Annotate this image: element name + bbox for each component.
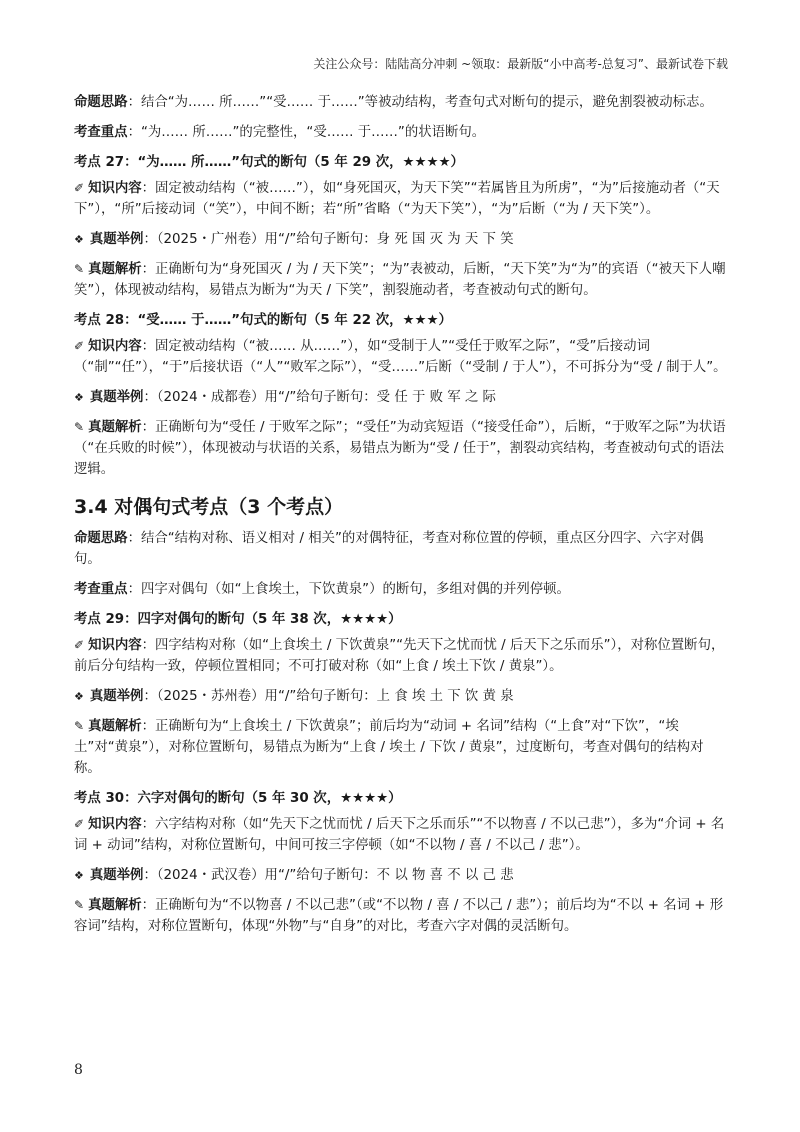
label-example: 真题举例 xyxy=(89,232,144,247)
diamond-bullet-icon: ❖ xyxy=(74,391,84,404)
kp28-analysis xyxy=(74,417,730,480)
focus-text-1: ：“为…… 所……”的完整性，“受…… 于……”的状语断句。 xyxy=(127,125,486,140)
page-number: 8 xyxy=(74,1062,83,1078)
kp30-example xyxy=(74,865,730,886)
pen-nib-icon: ✎ xyxy=(74,420,85,434)
kp27-analysis-text: ：正确断句为“身死国灭 / 为 / 天下笑”；“为”表被动，后断，“天下笑”为“为”的宾语（“被天下人嘲笑”），体现被动结构，易错点为断为“为天 / 下笑”，割裂施动者，考查被动句式的断句。 xyxy=(74,262,726,298)
diamond-bullet-icon: ❖ xyxy=(74,233,84,246)
pencil-icon: ✐ xyxy=(74,817,85,831)
kp28-knowledge xyxy=(74,336,730,378)
label-example: 真题举例 xyxy=(89,390,144,405)
pencil-icon: ✐ xyxy=(74,181,85,195)
kp28-title: 考点 28：“受…… 于……”句式的断句（5 年 22 次，★★★） xyxy=(74,313,452,328)
kp30-knowledge-text: ：六字结构对称（如“先天下之忧而忧 / 后天下之乐而乐”“不以物喜 / 不以己悲”），多为“介词 + 名词 + 动词”结构，对称位置断句，中间可按三字停顿（如“不以物 / 喜 / 不以己 / 悲”）。 xyxy=(74,817,725,853)
label-knowledge: 知识内容 xyxy=(88,181,142,196)
kp27-example xyxy=(74,229,730,250)
kp27-knowledge xyxy=(74,178,730,220)
label-example: 真题举例 xyxy=(89,868,144,883)
label-analysis: 真题解析 xyxy=(88,898,142,913)
page-content xyxy=(74,92,730,946)
kp29-example-text: ：（2025・苏州卷）用“/”给句子断句：上 食 埃 土 下 饮 黄 泉 xyxy=(143,689,514,704)
kp30-example-text: ：（2024・武汉卷）用“/”给句子断句：不 以 物 喜 不 以 己 悲 xyxy=(143,868,514,883)
kp27-example-text: ：（2025・广州卷）用“/”给句子断句：身 死 国 灭 为 天 下 笑 xyxy=(143,232,514,247)
kp28-analysis-text: ：正确断句为“受任 / 于败军之际”；“受任”为动宾短语（“接受任命”），后断，“于败军之际”为状语（“在兵败的时候”），体现被动与状语的关系，易错点为断为“受 / 任于”，割裂动宾结构，考查被动句式的语法逻辑。 xyxy=(74,420,726,477)
label-thinking: 命题思路 xyxy=(74,95,128,110)
kp29-knowledge-text: ：四字结构对称（如“上食埃土 / 下饮黄泉”“先天下之忧而忧 / 后天下之乐而乐”），对称位置断句，前后分句结构一致，停顿位置相同；不可打破对称（如“上食 / 埃土下饮 / 黄泉”）。 xyxy=(74,638,725,674)
label-thinking: 命题思路 xyxy=(74,531,128,546)
pen-nib-icon: ✎ xyxy=(74,262,85,276)
pencil-icon: ✐ xyxy=(74,638,85,652)
kp28-example-text: ：（2024・成都卷）用“/”给句子断句：受 任 于 败 军 之 际 xyxy=(143,390,496,405)
label-focus: 考查重点 xyxy=(74,582,128,597)
kp29-analysis xyxy=(74,716,730,779)
kp30-knowledge xyxy=(74,814,730,856)
kp27-knowledge-text: ：固定被动结构（“被……”），如“身死国灭，为天下笑”“若属皆且为所虏”，“为”后接施动者（“天下”），“所”后接动词（“笑”），中间不断；若“所”省略（“为天下笑”），“为”后断（“为 / 天下笑”）。 xyxy=(74,181,720,217)
kp27-analysis xyxy=(74,259,730,301)
diamond-bullet-icon: ❖ xyxy=(74,869,84,882)
section-title: 3.4 对偶句式考点（3 个考点） xyxy=(74,496,344,518)
focus-para-2 xyxy=(74,579,730,600)
pen-nib-icon: ✎ xyxy=(74,719,85,733)
kp27-title: 考点 27：“为…… 所……”句式的断句（5 年 29 次，★★★★） xyxy=(74,155,464,170)
kp28-example xyxy=(74,387,730,408)
kp30-analysis-text: ：正确断句为“不以物喜 / 不以己悲”（或“不以物 / 喜 / 不以己 / 悲”）；前后均为“不以 + 名词 + 形容词”结构，对称位置断句，体现“外物”与“自身”的对比，考查六字对偶的灵活断句。 xyxy=(74,898,724,934)
kp29-title: 考点 29：四字对偶句的断句（5 年 38 次，★★★★） xyxy=(74,612,402,627)
label-focus: 考查重点 xyxy=(74,125,128,140)
thinking-para-2 xyxy=(74,528,730,570)
label-analysis: 真题解析 xyxy=(88,262,142,277)
label-knowledge: 知识内容 xyxy=(88,638,142,653)
kp29-knowledge xyxy=(74,635,730,677)
kp30-title: 考点 30：六字对偶句的断句（5 年 30 次，★★★★） xyxy=(74,791,402,806)
pen-nib-icon: ✎ xyxy=(74,898,85,912)
kp29-analysis-text: ：正确断句为“上食埃土 / 下饮黄泉”；前后均为“动词 + 名词”结构（“上食”对“下饮”，“埃土”对“黄泉”），对称位置断句，易错点为断为“上食 / 埃土 / 下饮 / 黄泉”，过度断句，考查对偶句的结构对称。 xyxy=(74,719,704,776)
focus-para-1 xyxy=(74,122,730,143)
page-header: 关注公众号：陆陆高分冲刺 ~领取：最新版“小中高考-总复习”、最新试卷下载 xyxy=(313,57,728,71)
diamond-bullet-icon: ❖ xyxy=(74,690,84,703)
thinking-para-1 xyxy=(74,92,730,113)
label-analysis: 真题解析 xyxy=(88,420,142,435)
label-example: 真题举例 xyxy=(89,689,144,704)
kp30-analysis xyxy=(74,895,730,937)
kp29-example xyxy=(74,686,730,707)
kp28-knowledge-text: ：固定被动结构（“被…… 从……”），如“受制于人”“受任于败军之际”，“受”后接动词（“制”“任”），“于”后接状语（“人”“败军之际”），“受……”后断（“受制 / 于人”），不可拆分为“受 / 制于人”。 xyxy=(74,339,727,375)
label-analysis: 真题解析 xyxy=(88,719,142,734)
pencil-icon: ✐ xyxy=(74,339,85,353)
thinking-text-2: ：结合“结构对称、语义相对 / 相关”的对偶特征，考查对称位置的停顿，重点区分四字、六字对偶句。 xyxy=(74,531,704,567)
label-knowledge: 知识内容 xyxy=(88,339,142,354)
thinking-text-1: ：结合“为…… 所……”“受…… 于……”等被动结构，考查句式对断句的提示，避免割裂被动标志。 xyxy=(127,95,713,110)
label-knowledge: 知识内容 xyxy=(88,817,142,832)
focus-text-2: ：四字对偶句（如“上食埃土，下饮黄泉”）的断句，多组对偶的并列停顿。 xyxy=(127,582,570,597)
